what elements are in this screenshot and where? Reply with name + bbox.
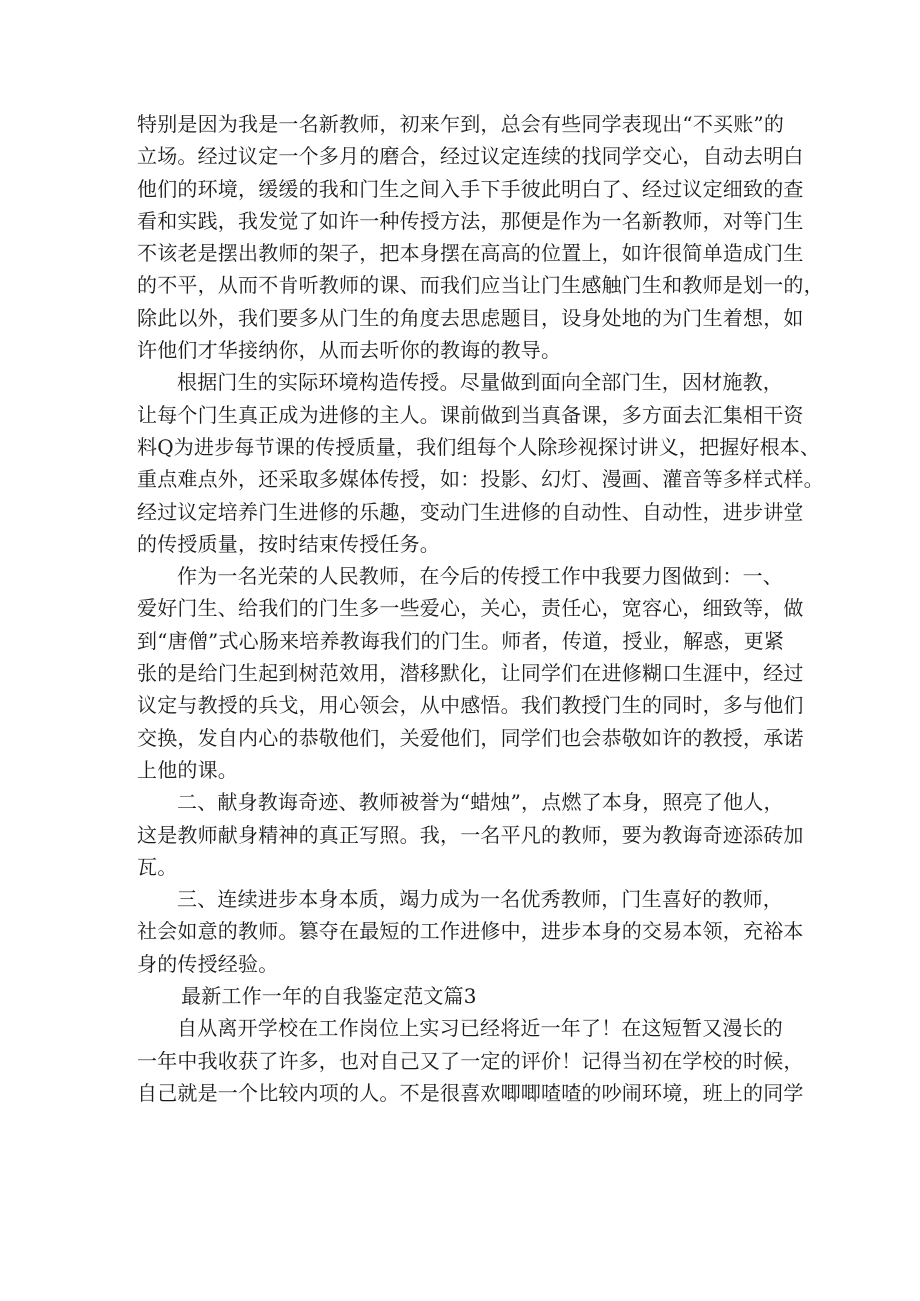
text-line: 二、献身教诲奇迹、教师被誉为“蜡烛”，点燃了本身，照亮了他人， [177,790,784,815]
text-line: 爱好门生、给我们的门生多一些爱心，关心，责任心，宽容心，细致等，做 [137,596,804,621]
text-line: 的传授质量，按时结束传授任务。 [137,531,440,556]
paragraph-4 [137,786,804,883]
text-line: 一年中我收获了许多，也对自己又了一定的评价！记得当初在学校的时候， [137,1048,804,1073]
text-line: 身的传授经验。 [137,951,279,976]
text-line: 重点难点外，还采取多媒体传授，如：投影、幻灯、漫画、灌音等多样式样。 [137,467,824,492]
text-line: 自从离开学校在工作岗位上实习已经将近一年了！在这短暂又漫长的 [177,1016,783,1041]
text-line: 三、连续进步本身本质，竭力成为一名优秀教师，门生喜好的教师， [177,887,783,912]
text-line: 根据门生的实际环境构造传授。尽量做到面向全部门生，因材施教， [177,370,783,395]
paragraph-1 [137,108,824,366]
text-line: 到“唐僧”式心肠来培养教诲我们的门生。师者，传道，授业，解惑，更紧 [137,628,785,653]
text-line: 他们的环境，缓缓的我和门生之间入手下手彼此明白了、经过议定细致的查 [137,176,804,201]
paragraph-5 [137,883,804,980]
paragraph-3 [137,560,804,786]
text-line: 作为一名光荣的人民教师，在今后的传授工作中我要力图做到：一、 [177,564,783,589]
paragraph-2 [137,366,824,560]
text-line: 经过议定培养门生进修的乐趣，变动门生进修的自动性、自动性，进步讲堂 [137,499,804,524]
paragraph-6 [137,1012,804,1109]
text-line: 瓦。 [137,854,178,879]
text-line: 自己就是一个比较内项的人。不是很喜欢唧唧喳喳的吵闹环境，班上的同学 [137,1080,804,1105]
text-line: 立场。经过议定一个多月的磨合，经过议定连续的找同学交心，自动去明白 [137,144,804,169]
text-line: 张的是给门生起到树范效用，潜移默化，让同学们在进修糊口生涯中，经过 [137,661,804,686]
text-line: 看和实践，我发觉了如许一种传授方法，那便是作为一名新教师，对等门生 [137,208,804,233]
text-line: 让每个门生真正成为进修的主人。课前做到当真备课，多方面去汇集相干资 [137,402,804,427]
text-line: 社会如意的教师。篡夺在最短的工作进修中，进步本身的交易本领，充裕本 [137,919,804,944]
text-line: 特别是因为我是一名新教师，初来乍到，总会有些同学表现出“不买账”的 [137,112,785,136]
text-line: 交换，发自内心的恭敬他们，关爱他们，同学们也会恭敬如许的教授，承诺 [137,725,804,750]
section-heading: 最新工作一年的自我鉴定范文篇3 [181,984,477,1009]
text-line: 料Q为进步每节课的传授质量，我们组每个人除珍视探讨讲义，把握好根本、 [137,434,821,459]
document-body [137,108,824,1109]
text-line: 的不平，从而不肯听教师的课、而我们应当让门生感触门生和教师是划一的， [137,273,824,298]
text-line: 议定与教授的兵戈，用心领会，从中感悟。我们教授门生的同时，多与他们 [137,693,804,718]
text-line: 不该老是摆出教师的架子，把本身摆在高高的位置上，如许很简单造成门生 [137,241,804,266]
text-line: 除此以外，我们要多从门生的角度去思虑题目，设身处地的为门生着想，如 [137,305,804,330]
text-line: 上他的课。 [137,757,238,782]
text-line: 许他们才华接纳你，从而去听你的教诲的教导。 [137,338,562,363]
text-line: 这是教师献身精神的真正写照。我，一名平凡的教师，要为教诲奇迹添砖加 [137,822,804,847]
